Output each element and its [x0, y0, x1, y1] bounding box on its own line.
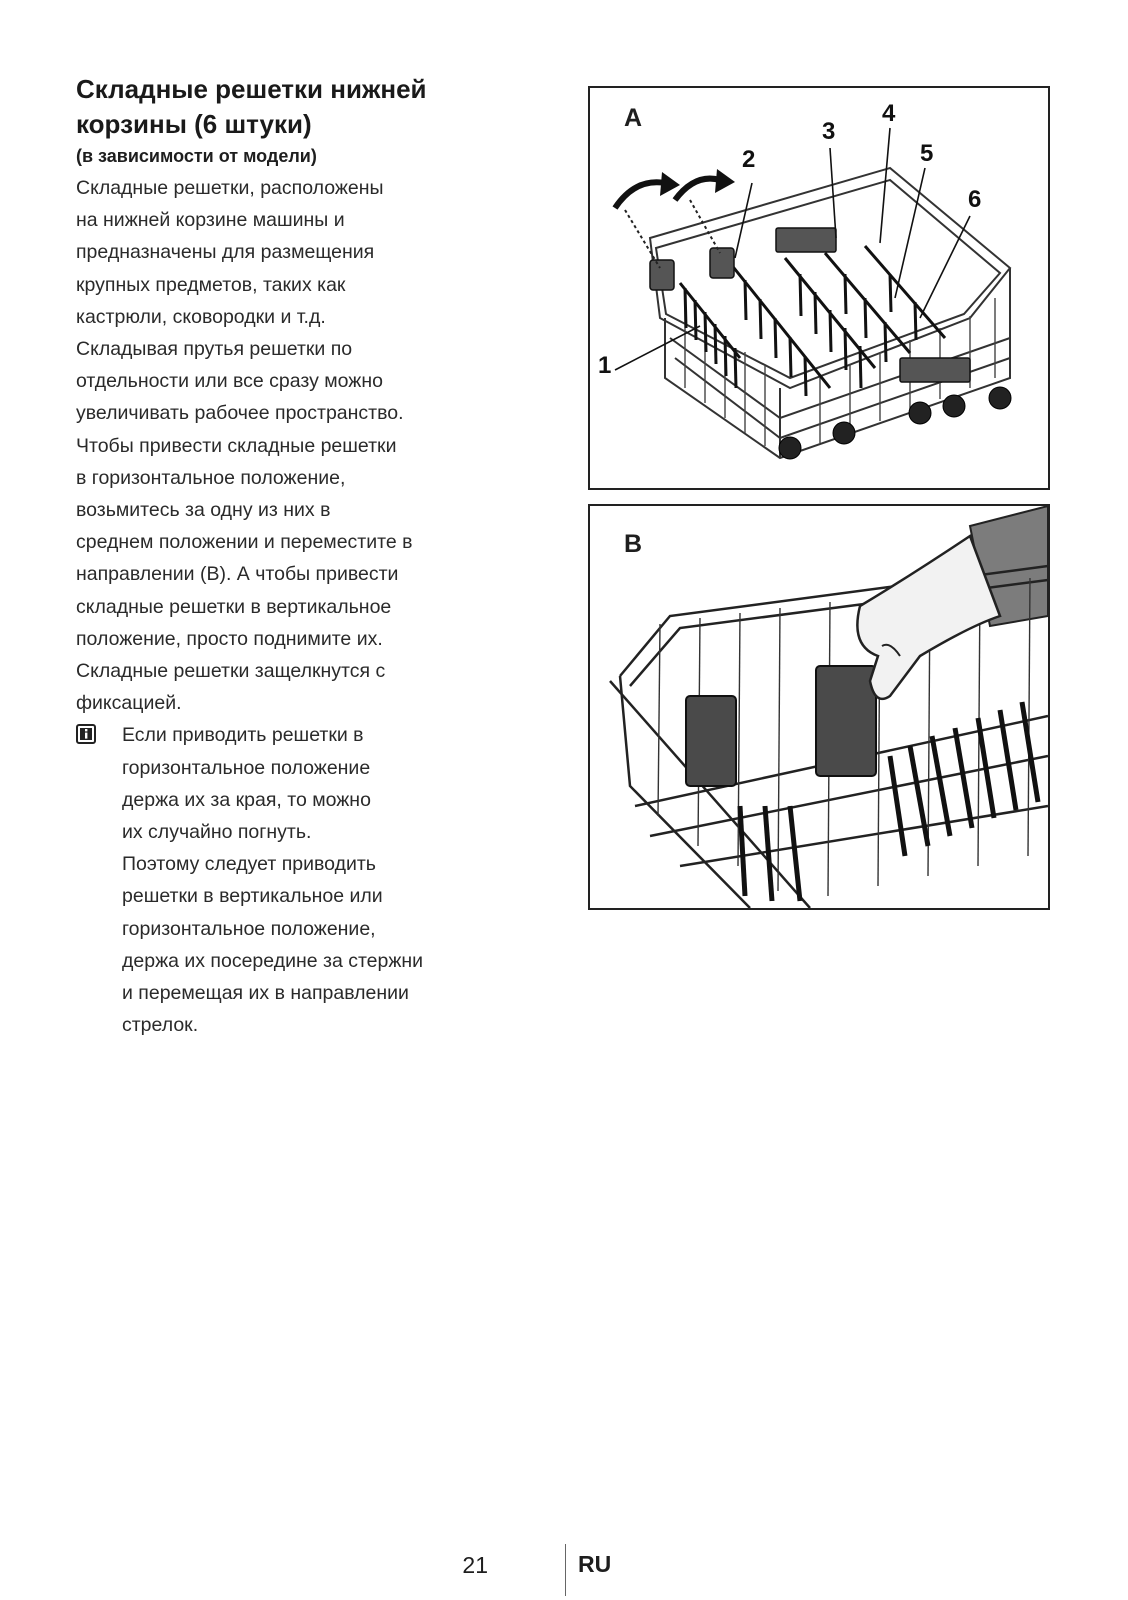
basket-illustration-a: [590, 88, 1048, 488]
body-line: увеличивать рабочее пространство.: [76, 402, 404, 425]
note-line: горизонтальное положение,: [122, 917, 376, 940]
callout-1: 1: [598, 352, 612, 379]
section-subtitle: (в зависимости от модели): [76, 146, 317, 166]
body-line: отдельности или все сразу можно: [76, 370, 383, 393]
note-line: Поэтому следует приводить: [122, 853, 376, 876]
callout-6: 6: [968, 186, 982, 213]
basket-illustration-b: [590, 506, 1048, 908]
body-line: положение, просто поднимите их.: [76, 627, 383, 650]
figure-a: [588, 86, 1050, 490]
figure-b: [588, 504, 1050, 910]
language-code: RU: [578, 1551, 612, 1577]
callout-2: 2: [742, 146, 756, 173]
body-line: направлении (B). А чтобы привести: [76, 563, 399, 586]
body-line: среднем положении и переместите в: [76, 531, 413, 554]
figure-b-label: B: [624, 530, 643, 558]
figure-a-label: A: [624, 104, 643, 132]
body-line: фиксацией.: [76, 692, 182, 715]
info-icon: [76, 724, 96, 744]
body-line: крупных предметов, таких как: [76, 273, 346, 296]
callout-3: 3: [822, 118, 836, 145]
note-line: Если приводить решетки в: [122, 724, 364, 747]
body-line: Складные решетки, расположены: [76, 177, 384, 199]
note-line: горизонтальное положение: [122, 756, 371, 779]
page-number: 21: [462, 1552, 488, 1578]
body-text: [76, 172, 546, 719]
body-line: Складные решетки защелкнутся с: [76, 660, 386, 683]
section-title: [76, 72, 546, 142]
text-column: [76, 72, 546, 1041]
body-line: складные решетки в вертикальное: [76, 595, 392, 618]
body-line: на нижней корзине машины и: [76, 209, 345, 232]
body-line: Чтобы привести складные решетки: [76, 434, 397, 457]
body-line: в горизонтальное положение,: [76, 466, 346, 489]
title-line: корзины (6 штуки): [76, 109, 312, 139]
footer-divider: [565, 1544, 566, 1596]
note-line: и перемещая их в направлении: [122, 982, 409, 1005]
title-line: Складные решетки нижней: [76, 74, 427, 104]
info-note: [76, 719, 546, 1041]
body-line: предназначены для размещения: [76, 241, 375, 264]
note-line: решетки в вертикальное или: [122, 885, 383, 908]
note-line: их случайно погнуть.: [122, 821, 312, 844]
note-line: держа их за края, то можно: [122, 788, 371, 811]
callout-4: 4: [882, 100, 896, 127]
body-line: возьмитесь за одну из них в: [76, 499, 331, 522]
note-line: стрелок.: [122, 1014, 199, 1037]
note-line: держа их посередине за стержни: [122, 949, 424, 972]
body-line: кастрюли, сковородки и т.д.: [76, 305, 326, 328]
callout-5: 5: [920, 140, 934, 167]
body-line: Складывая прутья решетки по: [76, 338, 353, 361]
